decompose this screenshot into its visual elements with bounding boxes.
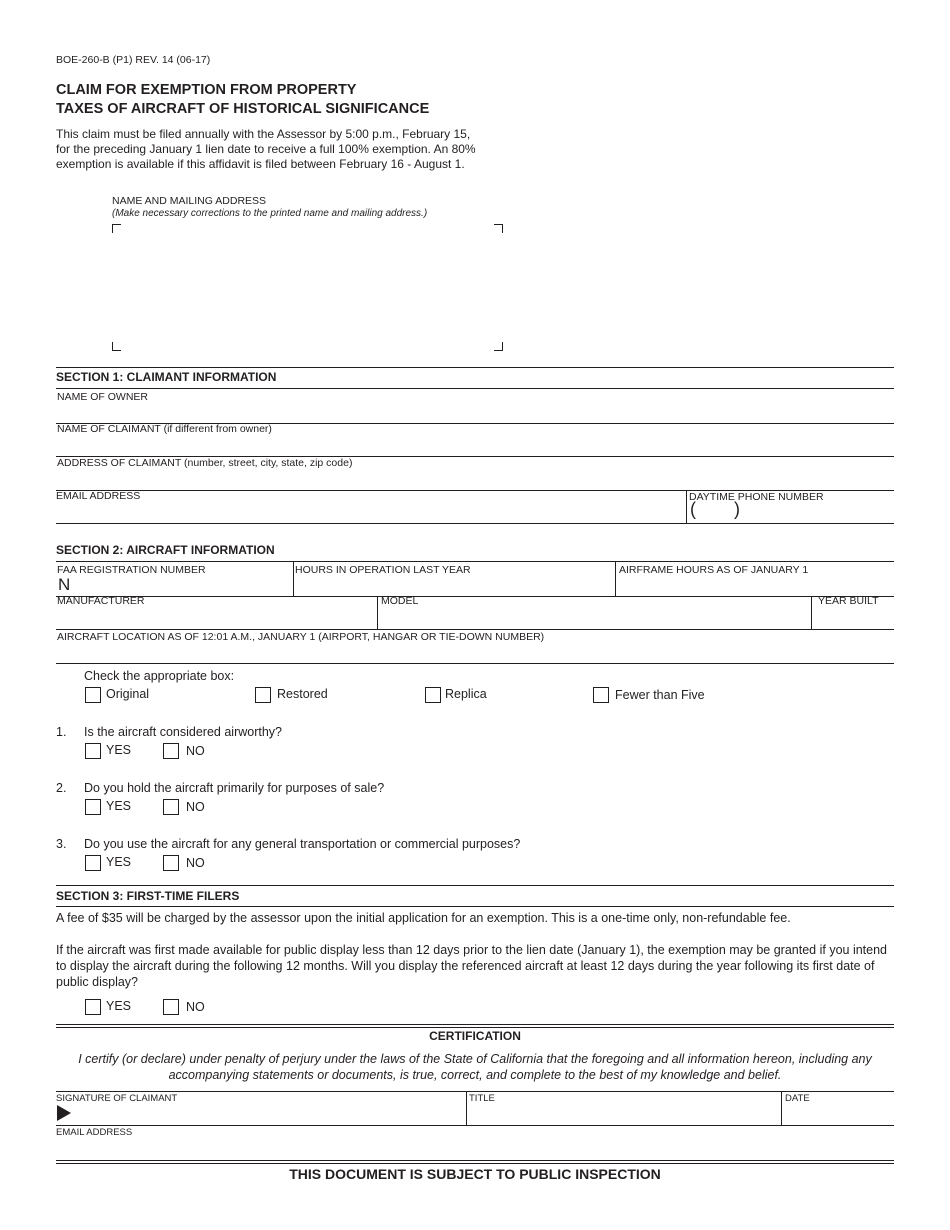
question3-no-checkbox[interactable] — [163, 855, 179, 871]
question1-number: 1. — [56, 725, 67, 739]
phone-field[interactable] — [688, 499, 894, 523]
title-label: TITLE — [469, 1093, 495, 1104]
restored-label: Restored — [277, 687, 328, 701]
divider — [56, 885, 894, 886]
public-inspection-notice: THIS DOCUMENT IS SUBJECT TO PUBLIC INSPECTION — [289, 1166, 661, 1182]
restored-checkbox[interactable] — [255, 687, 271, 703]
phone-label: DAYTIME PHONE NUMBER — [689, 491, 824, 503]
year-built-field[interactable] — [812, 608, 894, 629]
airframe-hours-field[interactable] — [616, 577, 894, 596]
divider — [56, 1163, 894, 1164]
phone-paren-open: ( — [690, 499, 696, 519]
section2-title: SECTION 2: AIRCRAFT INFORMATION — [56, 543, 275, 557]
divider — [56, 561, 894, 562]
claimant-address-field[interactable] — [56, 470, 894, 490]
display-text: If the aircraft was first made available for public display less than 12 days prior to the lien date (January 1), the exemption may be granted if you intend to display the aircraft during the following 12 months. Will you display the referenced aircraft at least 12 days during the year following its first date of public display? — [56, 943, 887, 989]
display-yes-checkbox[interactable] — [85, 999, 101, 1015]
divider — [56, 388, 894, 389]
question2-number: 2. — [56, 781, 67, 795]
mailing-address-label: NAME AND MAILING ADDRESS — [112, 195, 267, 207]
model-field[interactable] — [378, 608, 810, 629]
question3-text: Do you use the aircraft for any general transportation or commercial purposes? — [84, 837, 521, 851]
fewer-than-five-label: Fewer than Five — [615, 688, 705, 702]
corner-mark-top-left — [112, 224, 121, 233]
section3-title: SECTION 3: FIRST-TIME FILERS — [56, 889, 240, 903]
corner-mark-bottom-left — [112, 342, 121, 351]
question1-yes-checkbox[interactable] — [85, 743, 101, 759]
model-label: MODEL — [381, 595, 419, 607]
section1-title: SECTION 1: CLAIMANT INFORMATION — [56, 370, 277, 384]
faa-prefix: N — [58, 575, 71, 594]
manufacturer-field[interactable] — [56, 608, 376, 629]
divider — [56, 1160, 894, 1161]
year-built-label: YEAR BUILT — [818, 595, 879, 607]
aircraft-location-field[interactable] — [56, 644, 894, 663]
form-title-line2: TAXES OF AIRCRAFT OF HISTORICAL SIGNIFICANCE — [56, 101, 430, 117]
claimant-address-label: ADDRESS OF CLAIMANT (number, street, city, state, zip code) — [57, 457, 353, 469]
replica-label: Replica — [445, 687, 487, 701]
email-field[interactable] — [56, 503, 684, 523]
airframe-hours-label: AIRFRAME HOURS AS OF JANUARY 1 — [619, 564, 809, 576]
replica-checkbox[interactable] — [425, 687, 441, 703]
form-id: BOE-260-B (P1) REV. 14 (06-17) — [56, 54, 211, 66]
divider — [56, 629, 894, 630]
question2-yes-label: YES — [106, 799, 132, 813]
divider — [686, 490, 687, 524]
divider — [56, 596, 894, 597]
corner-mark-top-right — [494, 224, 503, 233]
divider — [56, 906, 894, 907]
original-label: Original — [106, 687, 150, 701]
manufacturer-label: MANUFACTURER — [57, 595, 145, 607]
question2-no-checkbox[interactable] — [163, 799, 179, 815]
owner-name-field[interactable] — [56, 403, 894, 423]
signature-field[interactable] — [56, 1104, 464, 1125]
certification-email-label: EMAIL ADDRESS — [56, 1127, 133, 1138]
claimant-name-field[interactable] — [56, 436, 894, 456]
hours-operation-label: HOURS IN OPERATION LAST YEAR — [295, 564, 471, 576]
display-yes-label: YES — [106, 999, 132, 1013]
divider — [56, 663, 894, 664]
faa-registration-field[interactable] — [56, 575, 292, 596]
hours-operation-field[interactable] — [294, 577, 614, 596]
intro-text: This claim must be filed annually with the Assessor by 5:00 p.m., February 15, for the preceding January 1 lien date to receive a full 100% exemption. An 80% exemption is available if this affidavit is filed between February 16 - August 1. — [56, 127, 476, 172]
certification-title: CERTIFICATION — [429, 1029, 521, 1043]
faa-registration-label: FAA REGISTRATION NUMBER — [57, 564, 206, 576]
signature-label: SIGNATURE OF CLAIMANT — [56, 1093, 178, 1104]
form-title — [56, 81, 429, 119]
question1-no-label: NO — [186, 744, 205, 758]
display-no-label: NO — [186, 1000, 205, 1014]
question2-text: Do you hold the aircraft primarily for purposes of sale? — [84, 781, 385, 795]
check-prompt: Check the appropriate box: — [84, 669, 235, 683]
question3-no-label: NO — [186, 856, 205, 870]
certification-email-field[interactable] — [56, 1138, 894, 1158]
original-checkbox[interactable] — [85, 687, 101, 703]
phone-paren-close: ) — [734, 499, 740, 519]
fee-text: A fee of $35 will be charged by the assessor upon the initial application for an exemption. This is a one-time only, non-refundable fee. — [56, 911, 791, 925]
divider — [56, 1027, 894, 1028]
question3-yes-checkbox[interactable] — [85, 855, 101, 871]
aircraft-location-label: AIRCRAFT LOCATION AS OF 12:01 A.M., JANUARY 1 (AIRPORT, HANGAR OR TIE-DOWN NUMBER) — [57, 631, 545, 643]
certification-text: I certify (or declare) under penalty of perjury under the laws of the State of California that the foregoing and all information hereon, including any accompanying statements or documents, is true, correct, and complete to the best of my knowledge and belief. — [78, 1052, 872, 1082]
arrow-pointer-icon — [57, 1105, 71, 1121]
question1-text: Is the aircraft considered airworthy? — [84, 725, 283, 739]
question2-no-label: NO — [186, 800, 205, 814]
date-label: DATE — [785, 1093, 810, 1104]
form-title-line1: CLAIM FOR EXEMPTION FROM PROPERTY — [56, 82, 357, 98]
owner-name-label: NAME OF OWNER — [57, 391, 148, 403]
question1-no-checkbox[interactable] — [163, 743, 179, 759]
date-field[interactable] — [782, 1104, 894, 1125]
corner-mark-bottom-right — [494, 342, 503, 351]
question3-yes-label: YES — [106, 855, 132, 869]
title-field[interactable] — [467, 1104, 780, 1125]
question3-number: 3. — [56, 837, 67, 851]
divider — [56, 367, 894, 368]
divider — [56, 1125, 894, 1126]
display-no-checkbox[interactable] — [163, 999, 179, 1015]
claimant-name-label: NAME OF CLAIMANT (if different from owner) — [57, 423, 272, 435]
email-label: EMAIL ADDRESS — [56, 490, 141, 502]
question2-yes-checkbox[interactable] — [85, 799, 101, 815]
divider — [56, 1091, 894, 1092]
divider — [56, 523, 894, 524]
question1-yes-label: YES — [106, 743, 132, 757]
fewer-than-five-checkbox[interactable] — [593, 687, 609, 703]
divider — [56, 1024, 894, 1025]
mailing-address-note: (Make necessary corrections to the printed name and mailing address.) — [112, 208, 428, 219]
